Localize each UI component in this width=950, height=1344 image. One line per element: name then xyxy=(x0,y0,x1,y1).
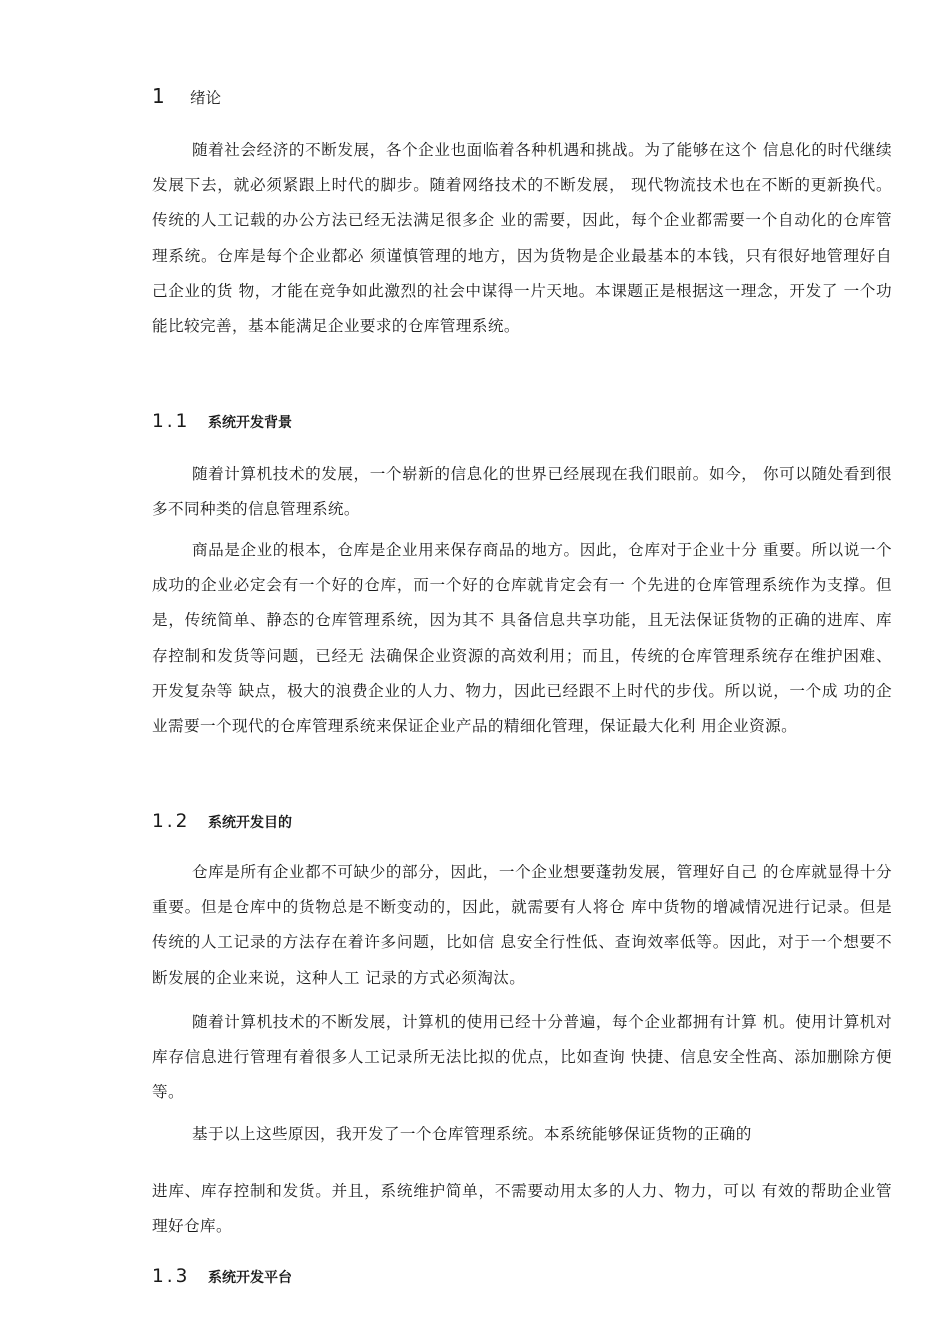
chapter-intro-paragraph: 随着社会经济的不断发展，各个企业也面临着各种机遇和挑战。为了能够在这个 信息化的时代继续发展下去，就必须紧跟上时代的脚步。随着网络技术的不断发展， 现代物流技术也在不断的更新换代。传统的人工记载的办公方法已经无法满足很多企 业的需要，因此，每个企业都需要一个自动化的仓库管理系统。仓库是每个企业都必 须谨慎管理的地方，因为货物是企业最基本的本钱，只有很好地管理好自己企业的货 物，才能在竞争如此激烈的社会中谋得一片天地。本课题正是根据这一理念，开发了 一个功能比较完善，基本能满足企业要求的仓库管理系统。 xyxy=(152,141,892,336)
chapter-number: 1 xyxy=(152,84,165,108)
paragraph: 商品是企业的根本，仓库是企业用来保存商品的地方。因此，仓库对于企业十分 重要。所以说一个成功的企业必定会有一个好的仓库，而一个好的仓库就肯定会有一 个先进的仓库管理系统作为支撑。但是，传统简单、静态的仓库管理系统，因为其不 具备信息共享功能，且无法保证货物的正确的进库、库存控制和发货等问题，已经无 法确保企业资源的高效利用；而且，传统的仓库管理系统存在维护困难、开发复杂等 缺点，极大的浪费企业的人力、物力，因此已经跟不上时代的步伐。所以说，一个成 功的企业需要一个现代的仓库管理系统来保证企业产品的精细化管理，保证最大化利 用企业资源。 xyxy=(152,541,892,736)
paragraph: 进库、库存控制和发货。并且，系统维护简单，不需要动用太多的人力、物力，可以 有效的帮助企业管理好仓库。 xyxy=(152,1182,892,1236)
chapter-heading xyxy=(152,84,221,108)
section-title: 系统开发背景 xyxy=(208,415,292,431)
section-number: 1.2 xyxy=(152,811,191,832)
section-heading-1-3 xyxy=(152,1266,292,1287)
section-heading-1-2 xyxy=(152,811,292,832)
section-heading-1-1 xyxy=(152,411,292,432)
paragraph: 随着计算机技术的不断发展，计算机的使用已经十分普遍，每个企业都拥有计算 机。使用计算机对库存信息进行管理有着很多人工记录所无法比拟的优点，比如查询 快捷、信息安全性高、添加删除方便等。 xyxy=(152,1013,892,1102)
section-number: 1.1 xyxy=(152,411,191,432)
chapter-title: 绪论 xyxy=(190,89,222,107)
section-title: 系统开发目的 xyxy=(208,815,292,831)
section-title: 系统开发平台 xyxy=(208,1270,292,1286)
paragraph: 仓库是所有企业都不可缺少的部分，因此，一个企业想要蓬勃发展，管理好自己 的仓库就显得十分重要。但是仓库中的货物总是不断变动的，因此，就需要有人将仓 库中货物的增减情况进行记录。但是传统的人工记录的方法存在着许多问题，比如信 息安全行性低、查询效率低等。因此，对于一个想要不断发展的企业来说，这种人工 记录的方式必须淘汰。 xyxy=(152,863,892,987)
paragraph: 基于以上这些原因，我开发了一个仓库管理系统。本系统能够保证货物的正确的 xyxy=(192,1125,752,1143)
section-number: 1.3 xyxy=(152,1266,191,1287)
paragraph: 随着计算机技术的发展，一个崭新的信息化的世界已经展现在我们眼前。如今， 你可以随处看到很多不同种类的信息管理系统。 xyxy=(152,465,892,519)
